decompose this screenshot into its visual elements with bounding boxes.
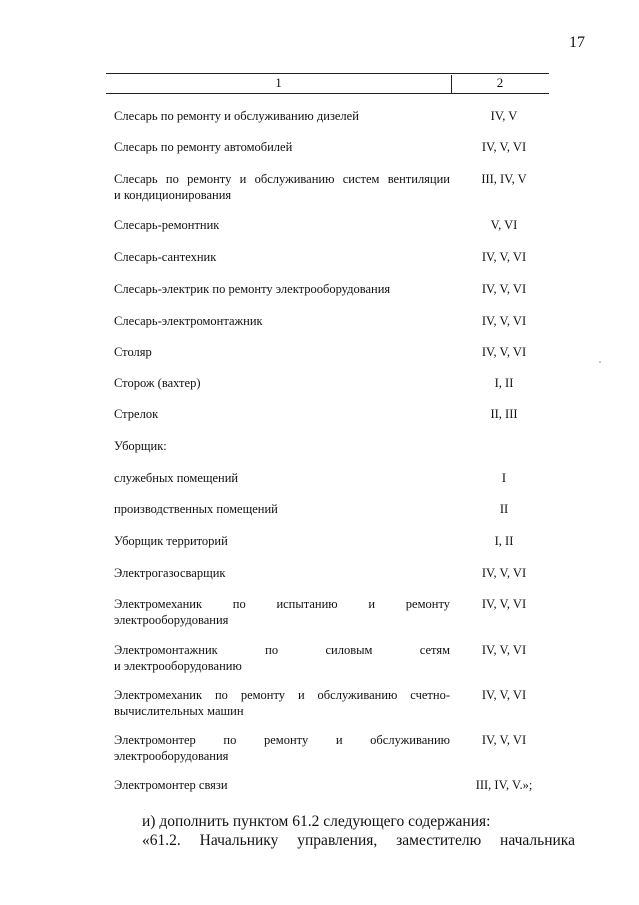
header-col-1: 1 [275, 75, 282, 90]
qualification-categories: IV, V, VI [481, 282, 527, 296]
profession-name: Уборщик: [114, 439, 167, 453]
profession-name [114, 171, 450, 203]
profession-name: Слесарь по ремонту и обслуживанию дизелей [114, 109, 359, 123]
qualification-categories: II [499, 502, 509, 516]
qualification-categories: II, III [490, 407, 518, 421]
qualification-categories: IV, V, VI [481, 566, 527, 580]
body-paragraph: и) дополнить пунктом 61.2 следующего содержания: [142, 813, 491, 830]
header-top-line [106, 73, 549, 74]
qualification-categories: III, IV, V.»; [475, 778, 533, 792]
profession-name-line-1: Электромеханик по испытанию и ремонту [114, 597, 450, 611]
profession-name-line-2: вычислительных машин [114, 704, 244, 718]
qualification-categories: IV, V [490, 109, 518, 123]
profession-name-line-1: Электромонтер по ремонту и обслуживанию [114, 733, 450, 747]
profession-name: Слесарь-электромонтажник [114, 314, 263, 328]
qualification-categories: I, II [494, 534, 514, 548]
profession-name: Электромонтер связи [114, 778, 228, 792]
qualification-categories: V, VI [490, 218, 518, 232]
body-paragraph: «61.2. Начальнику управления, заместителю начальника [142, 832, 575, 849]
qualification-categories: IV, V, VI [481, 314, 527, 328]
qualification-categories: IV, V, VI [481, 345, 527, 359]
scan-speck [599, 361, 601, 363]
qualification-categories: I, II [494, 376, 514, 390]
qualification-categories: IV, V, VI [481, 733, 527, 747]
profession-name: служебных помещений [114, 471, 239, 485]
profession-name: Столяр [114, 345, 152, 359]
qualification-categories: IV, V, VI [481, 643, 527, 657]
profession-name: Уборщик территорий [114, 534, 228, 548]
profession-name-line-1: Электромеханик по ремонту и обслуживанию счетно- [114, 688, 450, 702]
profession-name: Сторож (вахтер) [114, 376, 201, 390]
profession-name [114, 596, 450, 628]
qualification-categories: III, IV, V [481, 172, 527, 186]
qualification-categories: I [501, 471, 507, 485]
profession-name: Слесарь по ремонту автомобилей [114, 140, 293, 154]
profession-name-line-1: Слесарь по ремонту и обслуживанию систем вентиляции [114, 172, 450, 186]
profession-name: Электрогазосварщик [114, 566, 226, 580]
profession-name-line-1: Электромонтажник по силовым сетям [114, 643, 450, 657]
profession-name: Слесарь-электрик по ремонту электрооборудования [114, 282, 391, 296]
profession-name-line-2: электрооборудования [114, 749, 229, 763]
page-number: 17 [569, 34, 585, 51]
profession-name [114, 642, 450, 674]
profession-name-line-2: электрооборудования [114, 613, 229, 627]
qualification-categories: IV, V, VI [481, 688, 527, 702]
qualification-categories: IV, V, VI [481, 140, 527, 154]
profession-name: Стрелок [114, 407, 159, 421]
header-col-2: 2 [496, 75, 504, 90]
profession-name-line-2: и электрооборудованию [114, 659, 242, 673]
qualification-categories: IV, V, VI [481, 250, 527, 264]
profession-name-line-2: и кондиционирования [114, 188, 232, 202]
header-bottom-line [106, 93, 549, 94]
profession-name [114, 732, 450, 764]
qualification-categories: IV, V, VI [481, 597, 527, 611]
profession-name [114, 687, 450, 719]
profession-name: Слесарь-сантехник [114, 250, 217, 264]
profession-name: производственных помещений [114, 502, 278, 516]
profession-name: Слесарь-ремонтник [114, 218, 220, 232]
